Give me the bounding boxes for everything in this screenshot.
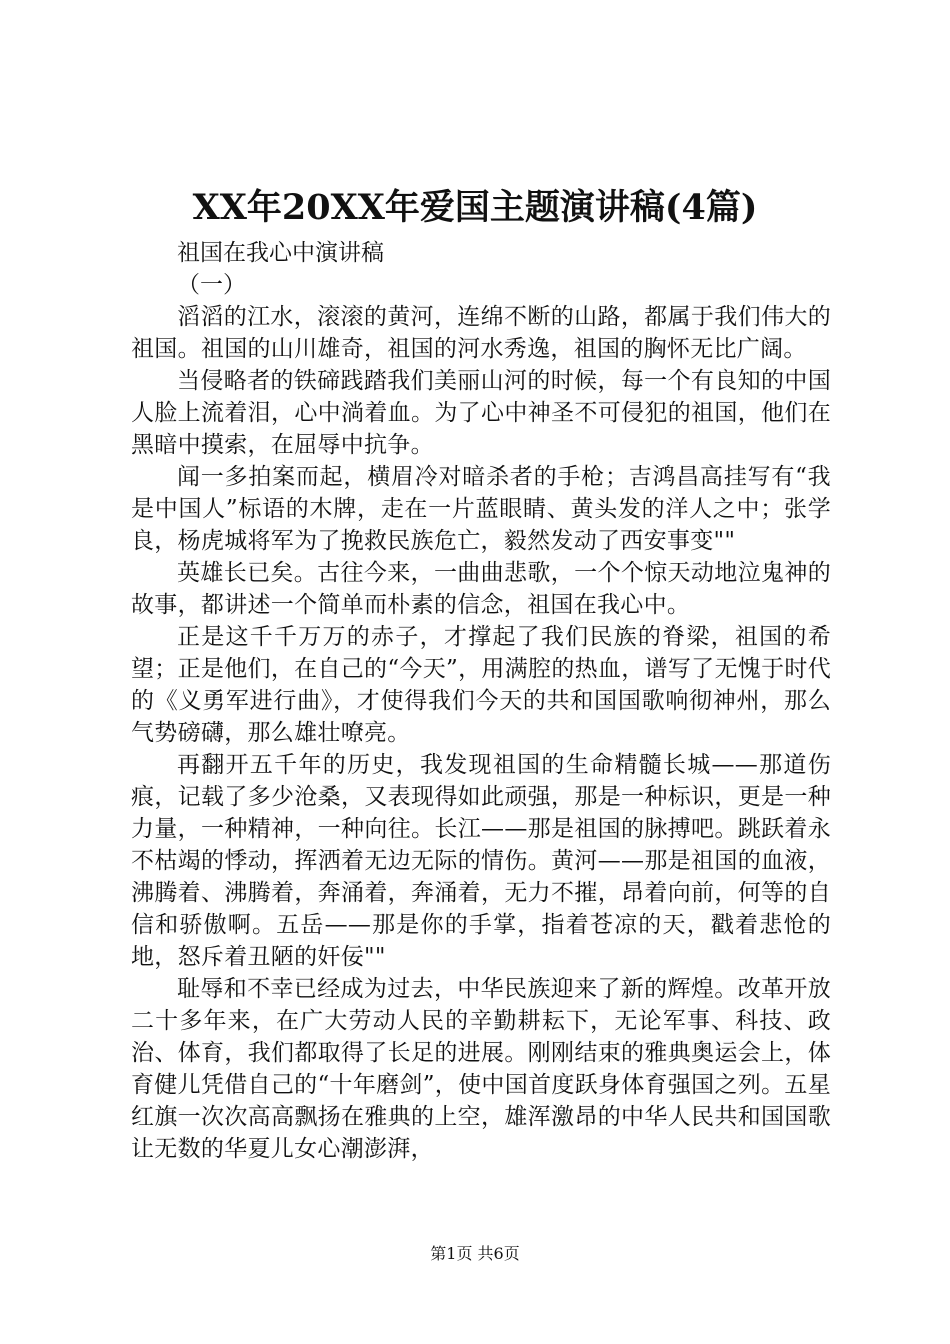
paragraph: 再翻开五千年的历史，我发现祖国的生命精髓长城——那道伤痕，记载了多少沧桑，又表现得如此顽强，那是一种标识，更是一种力量，一种精神，一种向往。长江——那是祖国的脉搏吧。跳跃着永不枯竭的悸动，挥洒着无边无际的情伤。黄河——那是祖国的血液，沸腾着、沸腾着，奔涌着，奔涌着，无力不摧，昂着向前，何等的自信和骄傲啊。五岳——那是你的手掌，指着苍凉的天，戳着悲怆的地，怒斥着丑陋的奸佞""	[131, 752, 831, 970]
paragraph: 正是这千千万万的赤子，才撑起了我们民族的脊梁，祖国的希望；正是他们，在自己的“今天”，用满腔的热血，谱写了无愧于时代的《义勇军进行曲》，才使得我们今天的共和国国歌响彻神州，那么气势磅礴，那么雄壮嘹亮。	[131, 624, 831, 746]
paragraph: 滔滔的江水，滚滚的黄河，连绵不断的山路，都属于我们伟大的祖国。祖国的山川雄奇，祖国的河水秀逸，祖国的胸怀无比广阔。	[131, 304, 831, 362]
speech-subtitle: 祖国在我心中演讲稿	[177, 240, 384, 266]
page-footer: 第1页 共6页	[430, 1244, 520, 1263]
section-marker: （一）	[177, 272, 246, 298]
document-body	[131, 237, 831, 1165]
paragraph: 闻一多拍案而起，横眉冷对暗杀者的手枪；吉鸿昌高挂写有“我是中国人”标语的木牌，走在一片蓝眼睛、黄头发的洋人之中；张学良，杨虎城将军为了挽救民族危亡，毅然发动了西安事变""	[131, 464, 831, 554]
paragraph: 耻辱和不幸已经成为过去，中华民族迎来了新的辉煌。改革开放二十多年来，在广大劳动人民的辛勤耕耘下，无论军事、科技、政治、体育，我们都取得了长足的进展。刚刚结束的雅典奥运会上，体育健儿凭借自己的“十年磨剑”，使中国首度跃身体育强国之列。五星红旗一次次高高飘扬在雅典的上空，雄浑激昂的中华人民共和国国歌让无数的华夏儿女心潮澎湃，	[131, 976, 831, 1162]
paragraph: 当侵略者的铁碲践踏我们美丽山河的时候，每一个有良知的中国人脸上流着泪，心中淌着血。为了心中神圣不可侵犯的祖国，他们在黑暗中摸索，在屈辱中抗争。	[131, 368, 831, 458]
document-title: XX年20XX年爱国主题演讲稿(4篇)	[192, 187, 758, 228]
paragraph: 英雄长已矣。古往今来，一曲曲悲歌，一个个惊天动地泣鬼神的故事，都讲述一个简单而朴素的信念，祖国在我心中。	[131, 560, 831, 618]
